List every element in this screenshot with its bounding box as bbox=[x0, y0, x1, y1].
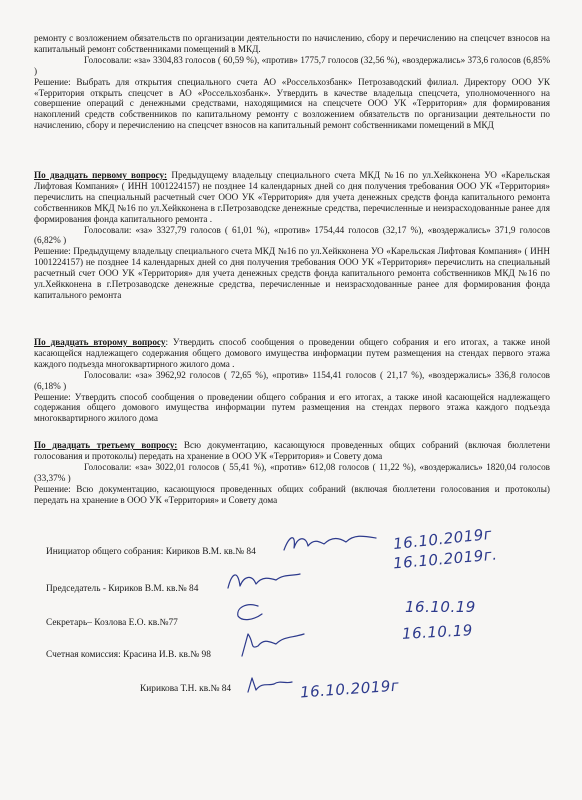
q22-votes: Голосовали: «за» 3962,92 голосов ( 72,65 %), «против» 1154,41 голосов ( 21,17 %), «воздержались» 336,8 голосов (6,18% ) bbox=[34, 369, 550, 391]
secretary-line: Секретарь– Козлова Е.О. кв.№77 bbox=[46, 618, 178, 628]
chair-line: Председатель - Кириков В.М. кв.№ 84 bbox=[46, 584, 199, 594]
date-5: 16.10.2019г bbox=[299, 676, 400, 702]
q23-decision: Решение: Всю документацию, касающуюся проведенных общих собраний (включая бюллетени голосования и протоколы) передать на хранение в ООО УК «Территория» и Совету дома bbox=[34, 483, 550, 505]
intro-votes: Голосовали: «за» 3304,83 голосов ( 60,59 %), «против» 1775,7 голосов (32,56 %), «воздержались» 373,6 голосов (6,85% ) bbox=[34, 54, 550, 76]
question-22 bbox=[34, 337, 550, 424]
member-line: Кирикова Т.Н. кв.№ 84 bbox=[140, 684, 232, 694]
date-4: 16.10.19 bbox=[401, 621, 474, 643]
q22-text: : Утвердить способ сообщения о проведении общего собрания и его итогах, а также иной касающейся надлежащего содержания общего домового имущества информации путем размещения на стендах первого этажа каждого подъезда многоквартирного жилого дома . bbox=[34, 337, 550, 369]
intro-text: ремонту с возложением обязательств по организации деятельности по начислению, сбору и перечислению на спецсчет взносов на капитальный ремонт собственниками помещений в МКД. bbox=[34, 33, 550, 54]
q23-heading: По двадцать третьему вопросу: bbox=[34, 440, 178, 450]
signature-commission bbox=[236, 628, 308, 662]
signature-initiator bbox=[280, 528, 380, 558]
initiator-line: Инициатор общего собрания: Кириков В.М. кв.№ 84 bbox=[46, 547, 256, 557]
date-3: 16.10.19 bbox=[405, 598, 476, 616]
question-23 bbox=[34, 440, 550, 505]
q21-votes: Голосовали: «за» 3327,79 голосов ( 61,01 %), «против» 1754,44 голосов (32,17 %), «воздержались» 371,9 голосов (6,82% ) bbox=[34, 224, 550, 246]
signature-secretary bbox=[228, 600, 268, 626]
q21-heading: По двадцать первому вопросу: bbox=[34, 170, 168, 180]
q23-text: Всю документацию, касающуюся проведенных общих собраний (включая бюллетени голосования и протоколы) передать на хранение в ООО УК «Территория» и Совету дома bbox=[34, 440, 550, 461]
question-21 bbox=[34, 170, 550, 301]
q22-heading: По двадцать второму вопросу bbox=[34, 337, 166, 347]
signature-member bbox=[244, 672, 294, 698]
intro-decision: Решение: Выбрать для открытия специального счета АО «Россельхозбанк» Петрозаводский филиал. Директору ООО УК «Территория открыть спецсчет в АО «Россельхозбанк». Утвердить в качестве владельца спецсчета, уполномоченного на совершение операций с денежными средствами, находящимися на спецсчете ООО УК «Территория» для формирования накоплений средств собственников по капитальному ремонту с возложением обязательств по организации деятельности по начислению, сбору и перечислению на спецсчет взносов на капитальный ремонт собственниками помещений в МКД bbox=[34, 76, 550, 131]
q23-votes: Голосовали: «за» 3022,01 голосов ( 55,41 %), «против» 612,08 голосов ( 11,22 %), «воздержались» 1820,04 голосов (33,37% ) bbox=[34, 461, 550, 483]
q21-text: Предыдущему владельцу специального счета МКД №16 по ул.Хейкконена УО «Карельская Лифтовая Компания» ( ИНН 1001224157) не позднее 14 календарных дней со дня получения требования ООО УК «Территория» перечислить на специальный расчетный счет ООО УК «Территория» для учета денежных средств фонда капитального ремонта собственников МКД №16 по ул.Хейкконена в г.Петрозаводске денежные средства, перечисленные и неизрасходованные ранее для формирования фонда капитального ремонта . bbox=[34, 170, 551, 224]
intro-section bbox=[34, 33, 550, 131]
signature-chair bbox=[224, 566, 304, 594]
date-2: 16.10.2019г. bbox=[392, 545, 499, 573]
commission-line: Счетная комиссия: Красина И.В. кв.№ 98 bbox=[46, 650, 211, 660]
date-1: 16.10.2019г bbox=[392, 524, 493, 554]
q21-decision: Решение: Предыдущему владельцу специального счета МКД №16 по ул.Хейкконена УО «Карельская Лифтовая Компания» ( ИНН 1001224157) не позднее 14 календарных дней со дня получения требования ООО УК «Территория» перечислить на специальный расчетный счет ООО УК «Территория» для учета денежных средств фонда капитального ремонта собственников МКД №16 по ул.Хейкконена в г.Петрозаводске денежные средства, перечисленные и неизрасходованные ранее для формирования фонда капитального ремонта bbox=[34, 246, 550, 300]
q22-decision: Решение: Утвердить способ сообщения о проведении общего собрания и его итогах, а также иной касающейся надлежащего содержания общего домового имущества информации путем размещения на стендах первого этажа каждого подъезда многоквартирного жилого дома bbox=[34, 391, 550, 424]
